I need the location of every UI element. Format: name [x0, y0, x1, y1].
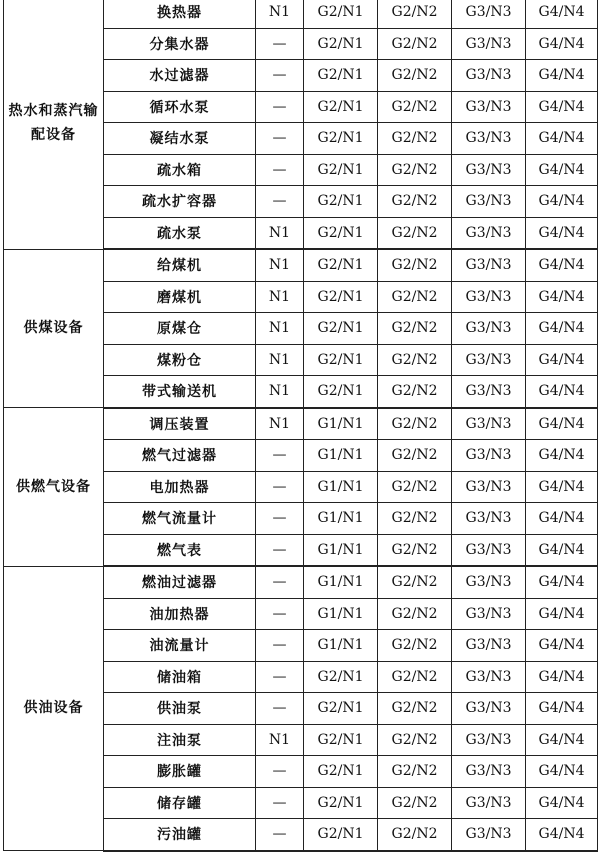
- level-cell: —: [256, 440, 304, 472]
- class-cell: G2/N2: [378, 661, 452, 693]
- class-cell: G2/N2: [378, 408, 452, 440]
- class-cell: G4/N4: [526, 693, 598, 725]
- class-cell: G1/N1: [304, 598, 378, 630]
- class-cell: G4/N4: [526, 471, 598, 503]
- class-cell: G2/N1: [304, 154, 378, 186]
- item-name-cell: 油流量计: [104, 630, 256, 662]
- class-cell: G3/N3: [452, 376, 526, 408]
- category-cell: 供燃气设备: [4, 408, 104, 567]
- class-cell: G3/N3: [452, 566, 526, 598]
- class-cell: G2/N1: [304, 819, 378, 851]
- level-cell: —: [256, 154, 304, 186]
- item-name-cell: 储存罐: [104, 787, 256, 819]
- class-cell: G2/N2: [378, 598, 452, 630]
- class-cell: G2/N2: [378, 566, 452, 598]
- class-cell: G3/N3: [452, 756, 526, 788]
- level-cell: —: [256, 471, 304, 503]
- item-name-cell: 疏水箱: [104, 154, 256, 186]
- class-cell: G2/N2: [378, 503, 452, 535]
- class-cell: G4/N4: [526, 28, 598, 60]
- level-cell: N1: [256, 249, 304, 281]
- item-name-cell: 分集水器: [104, 28, 256, 60]
- class-cell: G3/N3: [452, 693, 526, 725]
- class-cell: G2/N1: [304, 661, 378, 693]
- class-cell: G4/N4: [526, 376, 598, 408]
- class-cell: G4/N4: [526, 0, 598, 28]
- item-name-cell: 燃气流量计: [104, 503, 256, 535]
- class-cell: G2/N1: [304, 249, 378, 281]
- class-cell: G3/N3: [452, 787, 526, 819]
- class-cell: G2/N2: [378, 91, 452, 123]
- class-cell: G2/N2: [378, 313, 452, 345]
- table-row: [4, 566, 598, 598]
- class-cell: G4/N4: [526, 281, 598, 313]
- level-cell: N1: [256, 344, 304, 376]
- class-cell: G3/N3: [452, 154, 526, 186]
- item-name-cell: 凝结水泵: [104, 123, 256, 155]
- class-cell: G1/N1: [304, 630, 378, 662]
- class-cell: G2/N2: [378, 154, 452, 186]
- class-cell: G4/N4: [526, 598, 598, 630]
- class-cell: G2/N1: [304, 28, 378, 60]
- class-cell: G3/N3: [452, 249, 526, 281]
- item-name-cell: 原煤仓: [104, 313, 256, 345]
- level-cell: —: [256, 756, 304, 788]
- item-name-cell: 燃气过滤器: [104, 440, 256, 472]
- class-cell: G3/N3: [452, 819, 526, 851]
- category-cell: 供油设备: [4, 566, 104, 851]
- class-cell: G2/N1: [304, 693, 378, 725]
- item-name-cell: 电加热器: [104, 471, 256, 503]
- level-cell: N1: [256, 0, 304, 28]
- item-name-cell: 煤粉仓: [104, 344, 256, 376]
- class-cell: G3/N3: [452, 28, 526, 60]
- class-cell: G4/N4: [526, 787, 598, 819]
- table-row: [4, 249, 598, 281]
- class-cell: G2/N2: [378, 787, 452, 819]
- level-cell: —: [256, 123, 304, 155]
- class-cell: G3/N3: [452, 60, 526, 92]
- level-cell: N1: [256, 281, 304, 313]
- class-cell: G3/N3: [452, 724, 526, 756]
- item-name-cell: 磨煤机: [104, 281, 256, 313]
- category-cell: 供煤设备: [4, 249, 104, 408]
- class-cell: G3/N3: [452, 281, 526, 313]
- class-cell: G2/N2: [378, 281, 452, 313]
- class-cell: G3/N3: [452, 0, 526, 28]
- table-row: [4, 408, 598, 440]
- item-name-cell: 膨胀罐: [104, 756, 256, 788]
- item-name-cell: 疏水扩容器: [104, 186, 256, 218]
- class-cell: G2/N2: [378, 724, 452, 756]
- class-cell: G4/N4: [526, 154, 598, 186]
- item-name-cell: 燃气表: [104, 534, 256, 566]
- class-cell: G1/N1: [304, 534, 378, 566]
- class-cell: G4/N4: [526, 566, 598, 598]
- class-cell: G3/N3: [452, 661, 526, 693]
- item-name-cell: 给煤机: [104, 249, 256, 281]
- item-name-cell: 换热器: [104, 0, 256, 28]
- class-cell: G2/N1: [304, 186, 378, 218]
- class-cell: G2/N2: [378, 471, 452, 503]
- item-name-cell: 污油罐: [104, 819, 256, 851]
- level-cell: N1: [256, 217, 304, 249]
- class-cell: G4/N4: [526, 91, 598, 123]
- class-cell: G4/N4: [526, 344, 598, 376]
- level-cell: —: [256, 661, 304, 693]
- class-cell: G4/N4: [526, 60, 598, 92]
- class-cell: G2/N2: [378, 756, 452, 788]
- item-name-cell: 燃油过滤器: [104, 566, 256, 598]
- level-cell: —: [256, 503, 304, 535]
- class-cell: G2/N1: [304, 281, 378, 313]
- class-cell: G3/N3: [452, 313, 526, 345]
- class-cell: G4/N4: [526, 756, 598, 788]
- item-name-cell: 调压装置: [104, 408, 256, 440]
- class-cell: G2/N1: [304, 91, 378, 123]
- level-cell: N1: [256, 724, 304, 756]
- level-cell: —: [256, 28, 304, 60]
- class-cell: G3/N3: [452, 598, 526, 630]
- class-cell: G4/N4: [526, 313, 598, 345]
- class-cell: G2/N2: [378, 28, 452, 60]
- class-cell: G2/N1: [304, 313, 378, 345]
- class-cell: G2/N2: [378, 186, 452, 218]
- class-cell: G3/N3: [452, 186, 526, 218]
- class-cell: G4/N4: [526, 186, 598, 218]
- level-cell: N1: [256, 408, 304, 440]
- class-cell: G2/N2: [378, 344, 452, 376]
- level-cell: —: [256, 534, 304, 566]
- class-cell: G3/N3: [452, 630, 526, 662]
- level-cell: —: [256, 819, 304, 851]
- class-cell: G1/N1: [304, 408, 378, 440]
- class-cell: G4/N4: [526, 123, 598, 155]
- class-cell: G3/N3: [452, 471, 526, 503]
- level-cell: N1: [256, 313, 304, 345]
- class-cell: G4/N4: [526, 661, 598, 693]
- level-cell: —: [256, 566, 304, 598]
- class-cell: G2/N2: [378, 60, 452, 92]
- level-cell: —: [256, 91, 304, 123]
- class-cell: G2/N2: [378, 0, 452, 28]
- class-cell: G2/N2: [378, 217, 452, 249]
- class-cell: G4/N4: [526, 408, 598, 440]
- class-cell: G2/N2: [378, 630, 452, 662]
- equipment-table: [3, 0, 598, 852]
- table-row: [4, 0, 598, 28]
- class-cell: G1/N1: [304, 566, 378, 598]
- category-cell: 热水和蒸汽输配设备: [4, 0, 104, 249]
- item-name-cell: 循环水泵: [104, 91, 256, 123]
- level-cell: —: [256, 186, 304, 218]
- class-cell: G2/N2: [378, 376, 452, 408]
- class-cell: G4/N4: [526, 503, 598, 535]
- item-name-cell: 疏水泵: [104, 217, 256, 249]
- class-cell: G1/N1: [304, 471, 378, 503]
- item-name-cell: 水过滤器: [104, 60, 256, 92]
- class-cell: G3/N3: [452, 503, 526, 535]
- class-cell: G3/N3: [452, 344, 526, 376]
- class-cell: G3/N3: [452, 91, 526, 123]
- level-cell: —: [256, 60, 304, 92]
- item-name-cell: 带式输送机: [104, 376, 256, 408]
- class-cell: G4/N4: [526, 630, 598, 662]
- class-cell: G3/N3: [452, 440, 526, 472]
- class-cell: G2/N1: [304, 123, 378, 155]
- level-cell: N1: [256, 376, 304, 408]
- class-cell: G2/N1: [304, 756, 378, 788]
- class-cell: G2/N1: [304, 60, 378, 92]
- item-name-cell: 储油箱: [104, 661, 256, 693]
- class-cell: G4/N4: [526, 819, 598, 851]
- class-cell: G2/N1: [304, 724, 378, 756]
- class-cell: G2/N1: [304, 0, 378, 28]
- level-cell: —: [256, 598, 304, 630]
- class-cell: G2/N2: [378, 123, 452, 155]
- item-name-cell: 油加热器: [104, 598, 256, 630]
- item-name-cell: 供油泵: [104, 693, 256, 725]
- class-cell: G2/N2: [378, 534, 452, 566]
- class-cell: G3/N3: [452, 123, 526, 155]
- level-cell: —: [256, 787, 304, 819]
- class-cell: G2/N1: [304, 787, 378, 819]
- class-cell: G2/N1: [304, 376, 378, 408]
- class-cell: G2/N1: [304, 344, 378, 376]
- level-cell: —: [256, 630, 304, 662]
- class-cell: G2/N2: [378, 819, 452, 851]
- class-cell: G4/N4: [526, 534, 598, 566]
- class-cell: G2/N2: [378, 249, 452, 281]
- table-body: [4, 0, 598, 851]
- class-cell: G3/N3: [452, 217, 526, 249]
- class-cell: G4/N4: [526, 249, 598, 281]
- class-cell: G4/N4: [526, 440, 598, 472]
- class-cell: G3/N3: [452, 408, 526, 440]
- class-cell: G4/N4: [526, 724, 598, 756]
- class-cell: G2/N1: [304, 217, 378, 249]
- level-cell: —: [256, 693, 304, 725]
- class-cell: G2/N2: [378, 693, 452, 725]
- class-cell: G2/N2: [378, 440, 452, 472]
- item-name-cell: 注油泵: [104, 724, 256, 756]
- class-cell: G1/N1: [304, 503, 378, 535]
- class-cell: G1/N1: [304, 440, 378, 472]
- class-cell: G3/N3: [452, 534, 526, 566]
- class-cell: G4/N4: [526, 217, 598, 249]
